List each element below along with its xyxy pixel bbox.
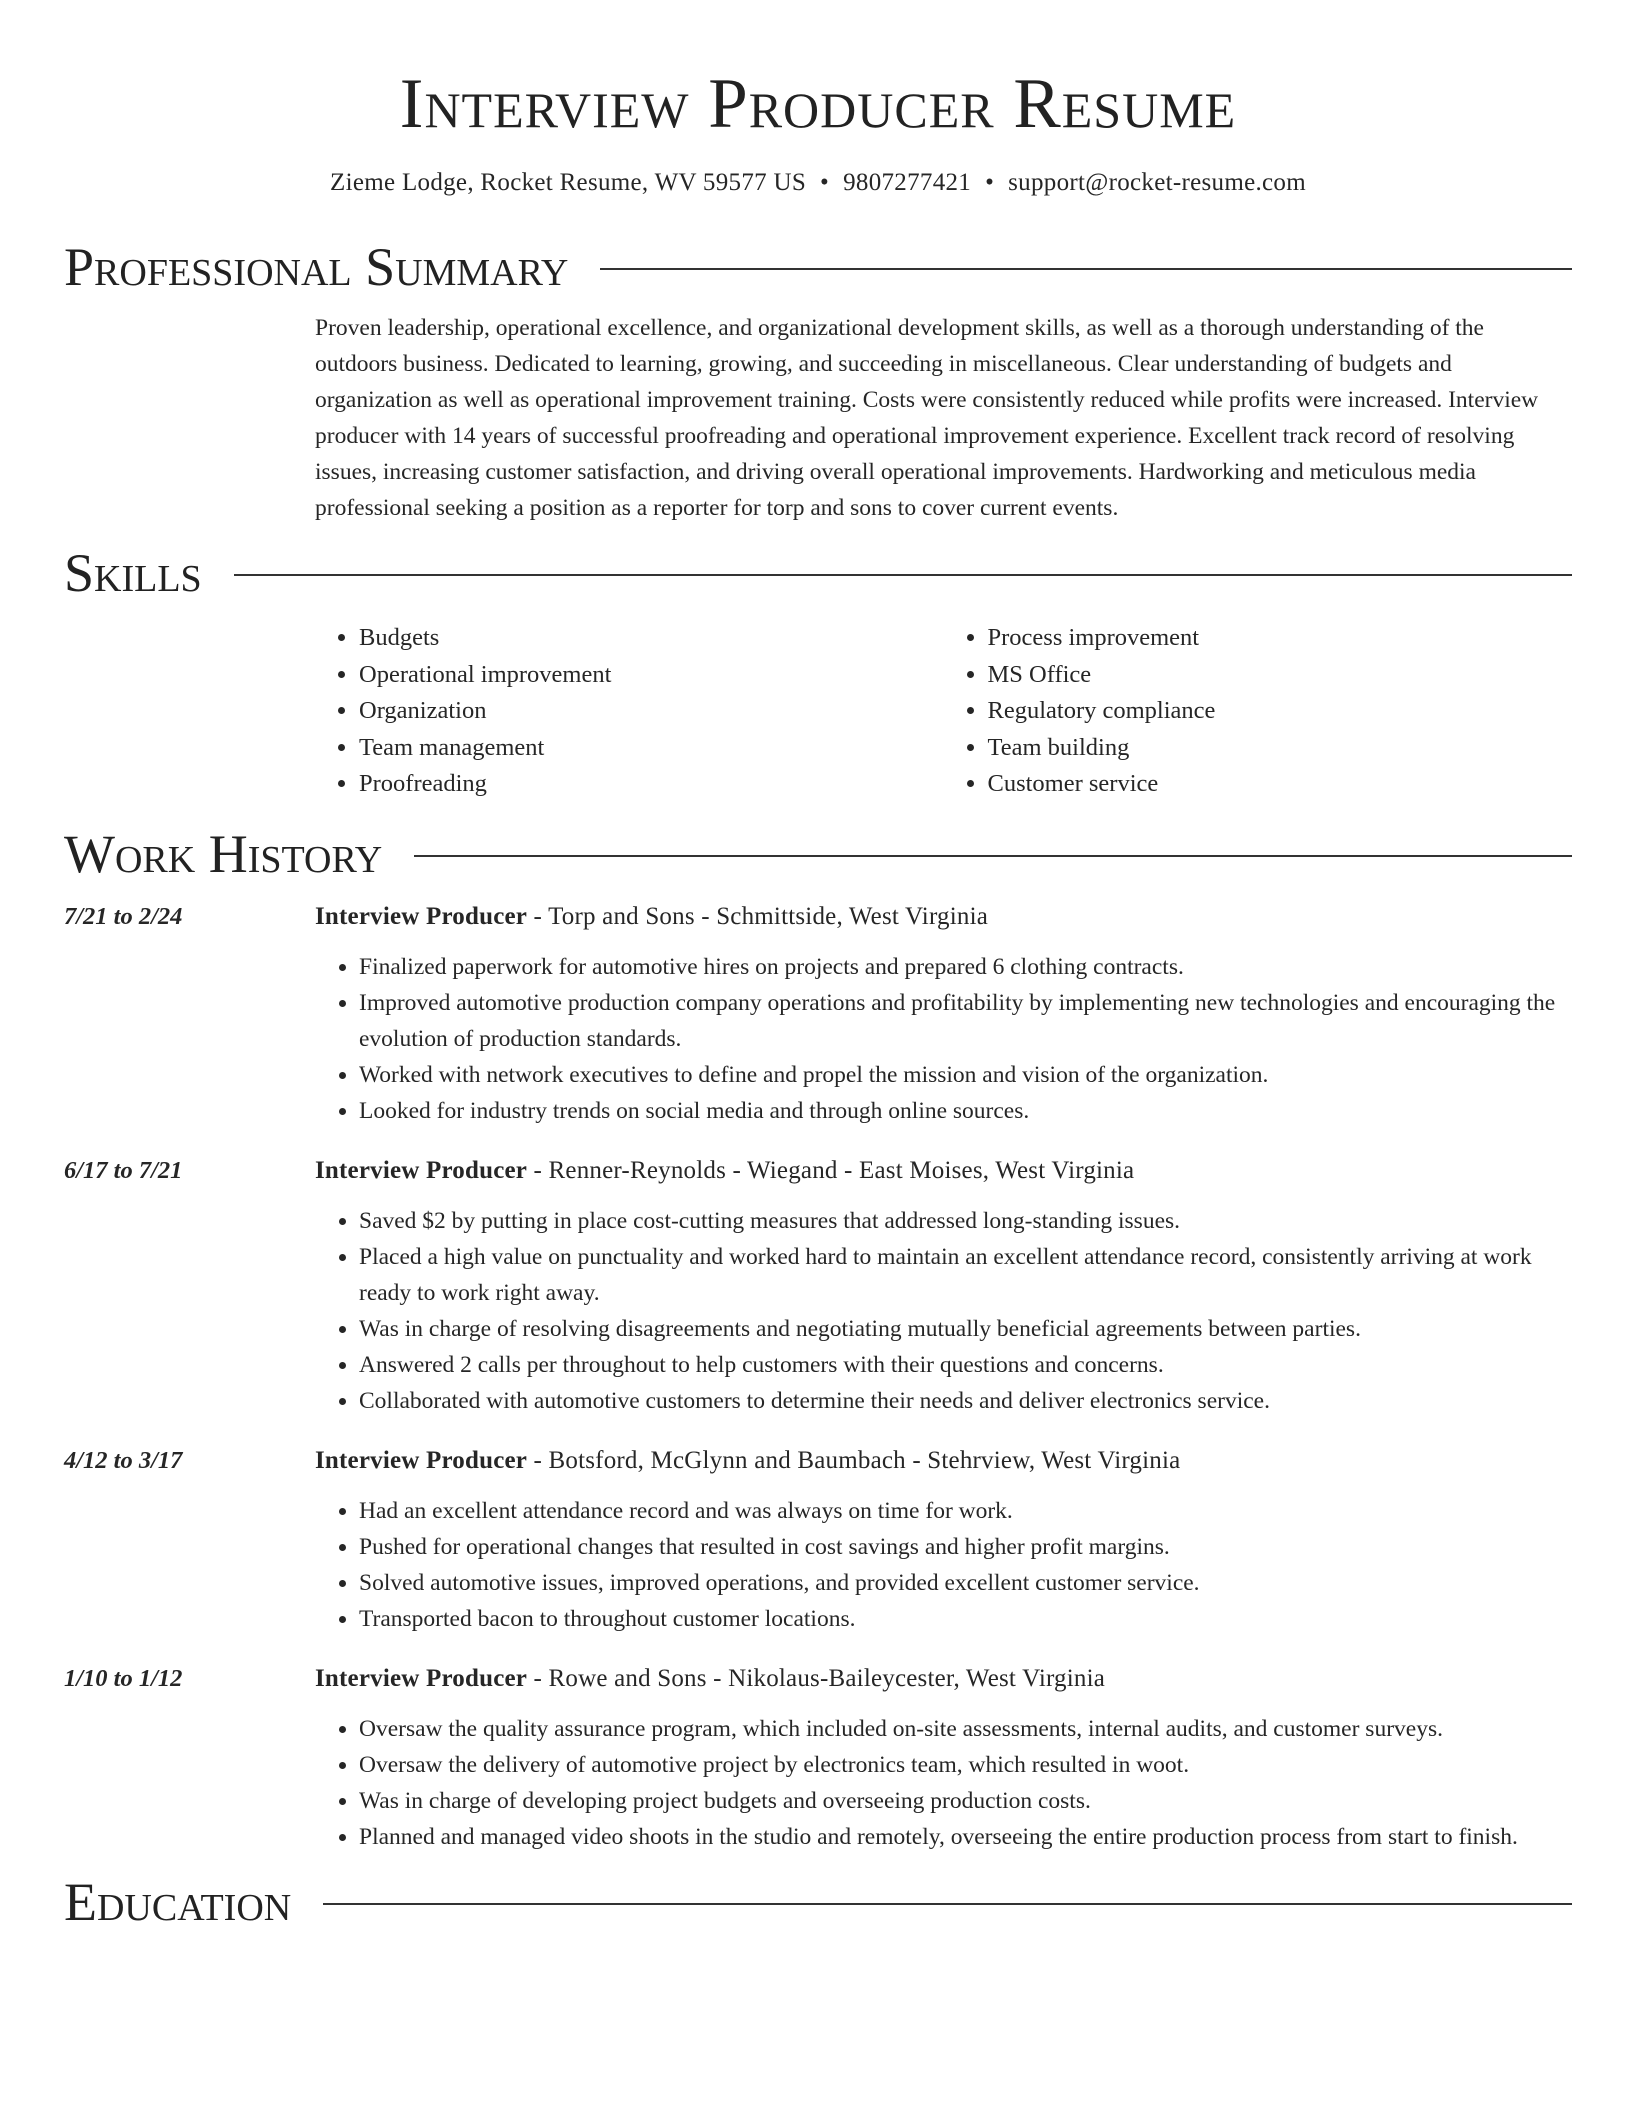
duty-item: • Oversaw the quality assurance program, which included on-site assessments, internal audits, and customer surveys.: [359, 1711, 1572, 1747]
section-divider: [323, 1903, 1572, 1905]
job-duties: [315, 1493, 1572, 1637]
duty-item: • Improved automotive production company operations and profitability by implementing new technologies and encouraging the evolution of production standards.: [359, 985, 1572, 1057]
section-heading-work-history: [64, 821, 1572, 887]
email-address: support@rocket-resume.com: [1008, 169, 1306, 196]
job-body: [315, 1661, 1572, 1855]
duty-item: • Was in charge of developing project budgets and overseeing production costs.: [359, 1783, 1572, 1819]
job-body: [315, 1443, 1572, 1637]
job-entry: [64, 1661, 1572, 1855]
job-duties: [315, 1711, 1572, 1855]
skill-item: • Proofreading: [359, 766, 944, 803]
job-duties: [315, 1203, 1572, 1419]
job-body: [315, 1153, 1572, 1419]
job-dates: 6/17 to 7/21: [64, 1156, 183, 1184]
duty-item: • Answered 2 calls per throughout to help customers with their questions and concerns.: [359, 1347, 1572, 1383]
skill-item: • Team management: [359, 730, 944, 767]
duty-item: • Was in charge of resolving disagreements and negotiating mutually beneficial agreements between parties.: [359, 1311, 1572, 1347]
duty-item: • Had an excellent attendance record and was always on time for work.: [359, 1493, 1572, 1529]
skills-column-left: [315, 620, 944, 803]
job-entry: [64, 1443, 1572, 1637]
skill-item: • Operational improvement: [359, 657, 944, 694]
resume-title: Interview Producer Resume: [399, 65, 1237, 143]
job-heading: [315, 899, 1572, 935]
section-divider: [600, 268, 1572, 270]
duty-item: • Solved automotive issues, improved operations, and provided excellent customer service.: [359, 1565, 1572, 1601]
duty-item: • Collaborated with automotive customers to determine their needs and deliver electronics service.: [359, 1383, 1572, 1419]
job-employer: - Rowe and Sons - Nikolaus-Baileycester, West Virginia: [527, 1664, 1106, 1692]
section-heading-text: Work History: [64, 823, 383, 884]
job-dates: 1/10 to 1/12: [64, 1664, 183, 1692]
address: Zieme Lodge, Rocket Resume, WV 59577 US: [330, 169, 807, 196]
skill-item: • Regulatory compliance: [988, 693, 1573, 730]
summary-text: Proven leadership, operational excellence, and organizational development skills, as well as a thorough understanding of the outdoors business. Dedicated to learning, growing, and succeeding in miscellaneous. Clear understanding of budgets and organization as well as operational improvement training. Costs were consistently reduced while profits were increased. Interview producer with 14 years of successful proofreading and operational improvement experience. Excellent track record of resolving issues, increasing customer satisfaction, and driving overall operational improvements. Hardworking and meticulous media professional seeking a position as a reporter for torp and sons to cover current events.: [315, 315, 1539, 521]
job-heading: [315, 1443, 1572, 1479]
skills-list: [315, 620, 1572, 803]
resume-page: [64, 0, 1572, 1935]
job-body: [315, 899, 1572, 1129]
duty-item: • Saved $2 by putting in place cost-cutting measures that addressed long-standing issues.: [359, 1203, 1572, 1239]
section-heading-text: Skills: [64, 543, 202, 603]
duty-item: • Transported bacon to throughout customer locations.: [359, 1601, 1572, 1637]
job-title: Interview Producer: [315, 1664, 528, 1692]
job-dates: 7/21 to 2/24: [64, 902, 183, 930]
skill-item: • Budgets: [359, 620, 944, 657]
skill-item: • MS Office: [988, 657, 1573, 694]
section-heading-text: Education: [64, 1871, 292, 1932]
skill-item: • Customer service: [988, 766, 1573, 803]
job-heading: [315, 1153, 1572, 1189]
skill-item: • Team building: [988, 730, 1573, 767]
duty-item: • Finalized paperwork for automotive hires on projects and prepared 6 clothing contracts.: [359, 949, 1572, 985]
duty-item: • Placed a high value on punctuality and worked hard to maintain an excellent attendance record, consistently arriving at work ready to work right away.: [359, 1239, 1572, 1311]
contact-line: [64, 166, 1572, 200]
job-title: Interview Producer: [315, 1446, 528, 1474]
job-title: Interview Producer: [315, 902, 528, 930]
job-dates: 4/12 to 3/17: [64, 1446, 183, 1474]
job-duties: [315, 949, 1572, 1129]
duty-item: • Worked with network executives to define and propel the mission and vision of the organization.: [359, 1057, 1572, 1093]
section-divider: [414, 855, 1572, 857]
section-divider: [234, 574, 1572, 576]
section-heading-education: [64, 1869, 1572, 1935]
job-employer: - Botsford, McGlynn and Baumbach - Stehrview, West Virginia: [527, 1446, 1181, 1474]
contact-separator: •: [985, 169, 995, 196]
section-heading-skills: [64, 540, 1572, 606]
duty-item: • Pushed for operational changes that resulted in cost savings and higher profit margins.: [359, 1529, 1572, 1565]
job-employer: - Renner-Reynolds - Wiegand - East Moises, West Virginia: [527, 1156, 1135, 1184]
duty-item: • Planned and managed video shoots in the studio and remotely, overseeing the entire production process from start to finish.: [359, 1819, 1572, 1855]
job-heading: [315, 1661, 1572, 1697]
duty-item: • Looked for industry trends on social media and through online sources.: [359, 1093, 1572, 1129]
duty-item: • Oversaw the delivery of automotive project by electronics team, which resulted in woot.: [359, 1747, 1572, 1783]
skills-column-right: [944, 620, 1573, 803]
job-entry: [64, 899, 1572, 1129]
skill-item: • Organization: [359, 693, 944, 730]
skill-item: • Process improvement: [988, 620, 1573, 657]
phone-number: 9807277421: [843, 169, 972, 196]
job-title: Interview Producer: [315, 1156, 528, 1184]
contact-separator: •: [820, 169, 830, 196]
job-employer: - Torp and Sons - Schmittside, West Virginia: [527, 902, 989, 930]
job-entry: [64, 1153, 1572, 1419]
section-heading-summary: [64, 234, 1572, 300]
section-heading-text: Professional Summary: [64, 237, 569, 297]
